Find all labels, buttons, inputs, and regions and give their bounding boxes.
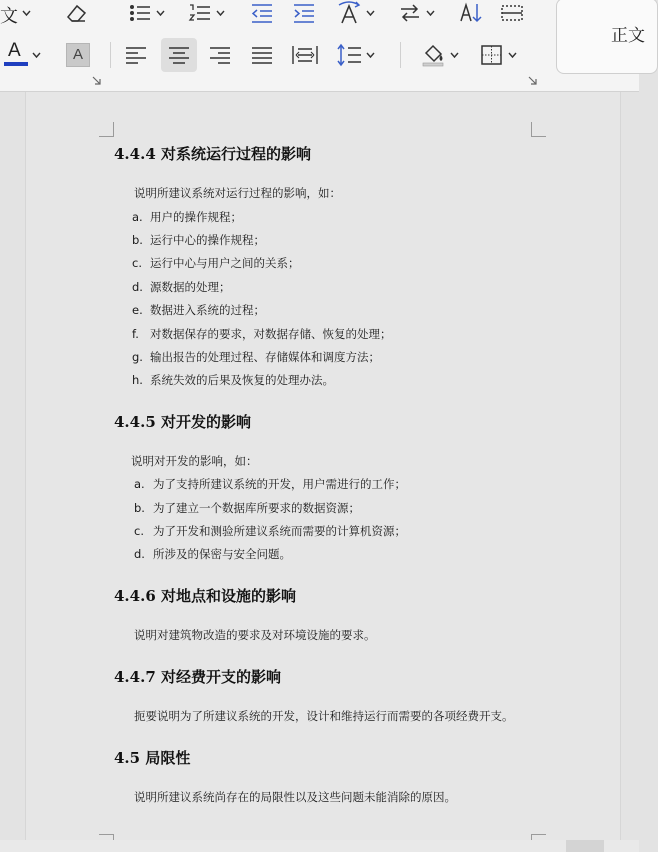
section-heading: 4.4.5 对开发的影响 [114, 413, 251, 431]
font-color-icon: A [8, 40, 21, 61]
numbered-list-icon [188, 2, 212, 24]
table-grid-button[interactable] [500, 0, 524, 28]
align-right-button[interactable] [208, 40, 232, 70]
section-heading: 4.4.4 对系统运行过程的影响 [114, 145, 311, 163]
font-color-button[interactable] [2, 40, 32, 68]
text-direction-button[interactable] [336, 0, 375, 28]
paint-bucket-icon [420, 43, 446, 67]
dialog-launcher-icon[interactable] [528, 76, 537, 85]
list-item: b. 为了建立一个数据库所要求的数据资源； [134, 501, 360, 515]
list-item: e. 数据进入系统的过程； [132, 303, 265, 317]
swap-button[interactable] [398, 0, 435, 28]
justify-icon [250, 44, 274, 66]
align-right-icon [208, 44, 232, 66]
align-left-button[interactable] [124, 40, 148, 70]
decrease-indent-icon [250, 2, 274, 24]
clear-formatting-button[interactable] [64, 0, 88, 28]
status-bar [0, 840, 639, 852]
list-item: h. 系统失效的后果及恢复的处理办法。 [132, 373, 334, 387]
justify-button[interactable] [250, 40, 274, 70]
style-preview-label: 正文 [611, 26, 645, 46]
align-center-button[interactable] [161, 38, 197, 72]
view-mode-button[interactable] [566, 840, 604, 852]
sort-button[interactable] [458, 0, 484, 28]
chevron-down-icon [22, 10, 31, 16]
section-heading: 4.4.7 对经费开支的影响 [114, 668, 281, 686]
numbered-list-button[interactable] [188, 0, 225, 28]
ribbon-toolbar [0, 0, 645, 92]
borders-button[interactable] [480, 40, 517, 70]
chevron-down-icon [426, 10, 435, 16]
borders-icon [480, 44, 504, 66]
paragraph: 说明对开发的影响，如： [131, 454, 258, 468]
toolbar-separator [110, 42, 111, 68]
chevron-down-icon [450, 52, 459, 58]
distributed-align-button[interactable] [291, 40, 319, 70]
bullet-list-button[interactable] [128, 0, 165, 28]
chevron-down-icon [156, 10, 165, 16]
list-item: c. 运行中心与用户之间的关系； [132, 256, 300, 270]
dialog-launcher-icon[interactable] [92, 76, 101, 85]
line-spacing-icon [336, 43, 362, 67]
chevron-down-icon [32, 52, 41, 58]
bullet-list-icon [128, 2, 152, 24]
paragraph: 说明所建议系统尚存在的局限性以及这些问题未能消除的原因。 [134, 790, 456, 804]
distributed-align-icon [291, 44, 319, 66]
chevron-down-icon [366, 10, 375, 16]
character-shading-icon: A [72, 46, 83, 63]
section-heading: 4.5 局限性 [114, 749, 191, 767]
align-left-icon [124, 44, 148, 66]
chevron-down-icon [216, 10, 225, 16]
list-item: a. 为了支持所建议系统的开发，用户需进行的工作； [134, 477, 406, 491]
style-preview-normal[interactable] [556, 0, 658, 74]
page-corner-mark [531, 122, 546, 137]
decrease-indent-button[interactable] [250, 0, 274, 28]
chevron-down-icon [508, 52, 517, 58]
list-item: a. 用户的操作规程； [132, 210, 242, 224]
align-center-icon [167, 44, 191, 66]
sort-icon [458, 1, 484, 25]
list-item: f. 对数据保存的要求，对数据存储、恢复的处理； [132, 327, 392, 341]
increase-indent-button[interactable] [292, 0, 316, 28]
line-spacing-button[interactable] [336, 40, 375, 70]
text-direction-icon [336, 1, 362, 25]
chevron-down-icon [366, 52, 375, 58]
increase-indent-icon [292, 2, 316, 24]
phonetic-guide-button[interactable] [0, 0, 31, 28]
character-shading-button[interactable] [66, 43, 90, 67]
swap-arrows-icon [398, 2, 422, 24]
table-grid-icon [500, 2, 524, 24]
paragraph: 说明所建议系统对运行过程的影响，如： [134, 186, 341, 200]
page-corner-mark [99, 122, 114, 137]
list-item: b. 运行中心的操作规程； [132, 233, 265, 247]
eraser-icon [64, 2, 88, 24]
font-color-dropdown[interactable] [32, 40, 41, 70]
shading-button[interactable] [420, 40, 459, 70]
toolbar-separator [400, 42, 401, 68]
list-item: g. 输出报告的处理过程、存储媒体和调度方法； [132, 350, 380, 364]
phonetic-guide-icon: 文 [0, 6, 18, 27]
list-item: d. 源数据的处理； [132, 280, 231, 294]
list-item: c. 为了开发和测验所建议系统而需要的计算机资源； [134, 524, 406, 538]
paragraph: 说明对建筑物改造的要求及对环境设施的要求。 [134, 628, 376, 642]
paragraph: 扼要说明为了所建议系统的开发，设计和维持运行而需要的各项经费开支。 [134, 709, 514, 723]
font-color-swatch [4, 62, 28, 66]
document-page[interactable] [25, 92, 621, 852]
section-heading: 4.4.6 对地点和设施的影响 [114, 587, 296, 605]
list-item: d. 所涉及的保密与安全问题。 [134, 547, 291, 561]
